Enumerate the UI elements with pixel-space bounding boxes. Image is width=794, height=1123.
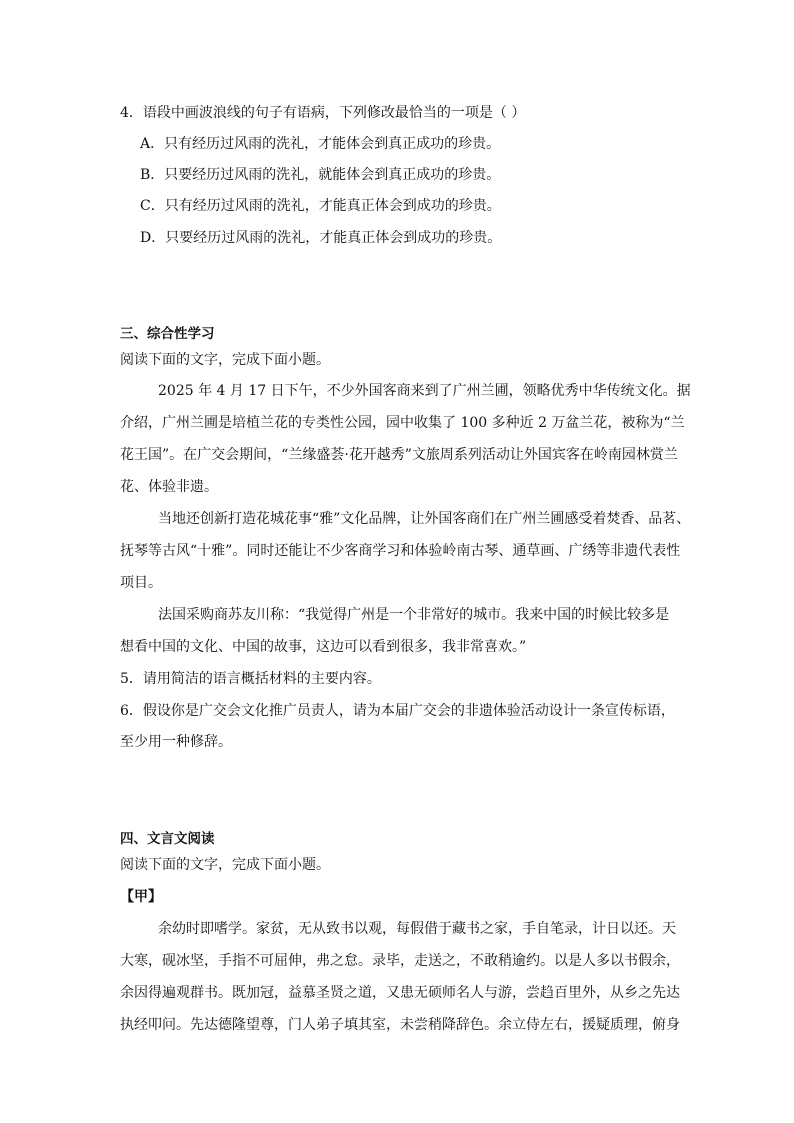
passage-line: 介绍，广州兰圃是培植兰花的专类性公园，园中收集了 100 多种近 2 万盆兰花，被称为“兰 [120, 415, 685, 431]
classical-passage-line: 余因得遍观群书。既加冠，益慕圣贤之道，又患无硕师名人与游，尝趋百里外，从乡之先达 [120, 985, 680, 1001]
question-4-option-a: A．只有经历过风雨的洗礼，才能体会到真正成功的珍贵。 [140, 136, 501, 152]
passage-line: 当地还创新打造花城花事“雅”文化品牌，让外国客商们在广州兰圃感受着焚香、品茗、 [158, 511, 691, 527]
question-6-line-2: 至少用一种修辞。 [120, 734, 232, 750]
passage-line: 项目。 [120, 575, 162, 591]
passage-label-jia: 【甲】 [120, 889, 162, 905]
passage-line: 抚琴等古风“十雅”。同时还能让不少客商学习和体验岭南古琴、通草画、广绣等非遗代表性 [120, 543, 681, 559]
question-5: 5．请用简洁的语言概括材料的主要内容。 [120, 671, 381, 687]
passage-line: 法国采购商苏友川称：“我觉得广州是一个非常好的城市。我来中国的时候比较多是 [158, 607, 670, 623]
question-4-option-d: D．只要经历过风雨的洗礼，才能真正体会到成功的珍贵。 [140, 230, 502, 246]
question-6-line-1: 6．假设你是广交会文化推广员责人，请为本届广交会的非遗体验活动设计一条宣传标语， [120, 703, 675, 719]
question-4-option-b: B．只要经历过风雨的洗礼，就能体会到真正成功的珍贵。 [140, 167, 501, 183]
classical-passage-line: 余幼时即嗜学。家贫，无从致书以观，每假借于藏书之家，手自笔录，计日以还。天 [158, 921, 676, 937]
classical-passage-line: 大寒，砚冰坚，手指不可屈伸，弗之怠。录毕，走送之，不敢稍逾约。以是人多以书假余， [120, 953, 680, 969]
passage-line: 花王国”。在广交会期间，“兰缘盛荟·花开越秀”文旅周系列活动让外国宾客在岭南园林赏兰 [120, 447, 678, 463]
passage-line: 花、体验非遗。 [120, 479, 218, 495]
passage-line: 2025 年 4 月 17 日下午，不少外国客商来到了广州兰圃，领略优秀中华传统文化。据 [158, 383, 691, 399]
question-4-stem: 4．语段中画波浪线的句子有语病，下列修改最恰当的一项是（ ） [120, 105, 526, 121]
section-4-title: 四、文言文阅读 [120, 831, 215, 847]
classical-passage-line: 执经叩问。先达德隆望尊，门人弟子填其室，未尝稍降辞色。余立侍左右，援疑质理，俯身 [120, 1017, 680, 1033]
passage-line: 想看中国的文化、中国的故事，这边可以看到很多，我非常喜欢。” [120, 639, 527, 655]
section-3-instruction: 阅读下面的文字，完成下面小题。 [120, 352, 330, 368]
section-3-title: 三、综合性学习 [120, 326, 215, 342]
question-4-option-c: C．只有经历过风雨的洗礼，才能真正体会到成功的珍贵。 [140, 198, 501, 214]
section-4-instruction: 阅读下面的文字，完成下面小题。 [120, 857, 330, 873]
